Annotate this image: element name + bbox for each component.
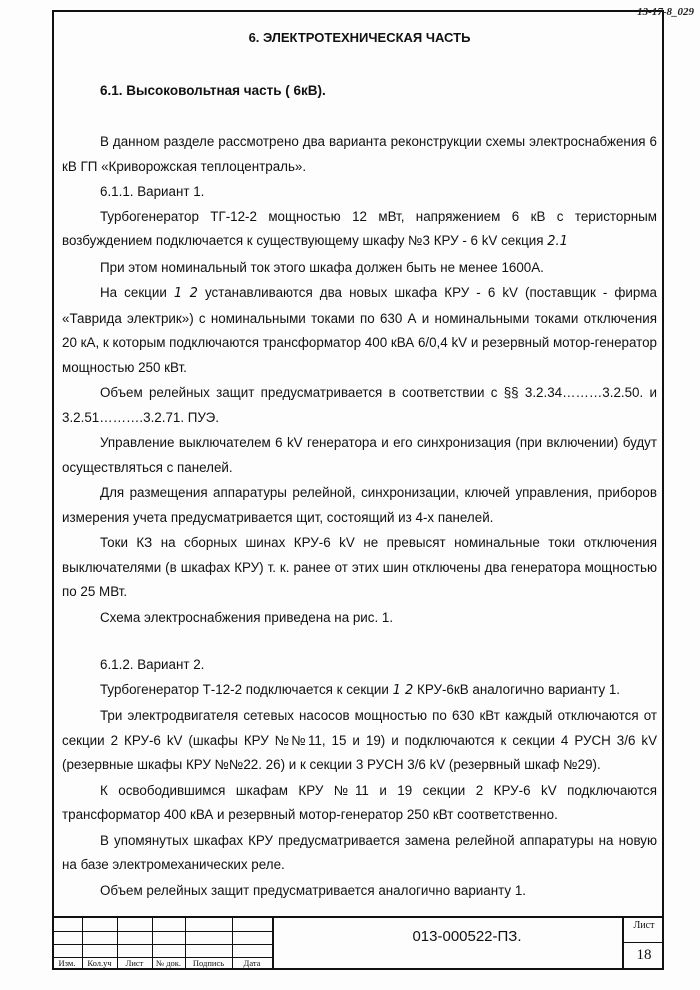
paragraph-p8: Схема электроснабжения приведена на рис. 1. [100,609,394,625]
paragraph-p1 [62,205,657,255]
paragraph-p10: Три электродвигателя сетевых насосов мощностью по 630 кВт каждый отключаются от секции 2 КРУ-6 kV (шкафы КРУ №№11, 15 и 19) и подключаются к секции 4 РУСН 3/6 kV (резервные шкафы КРУ №№22. 26) и к секции 3 РУСН 3/6 kV (резервный шкаф №29). [62,708,657,772]
stamp-label-date: Дата [243,958,261,968]
intro-paragraph: В данном разделе рассмотрено два варианта реконструкции схемы электроснабжения 6 кВ ГП «Криворожская теплоцентраль». [62,134,657,174]
p3-rest: устанавливаются два новых шкафа КРУ - 6 kV (поставщик - фирма «Таврида электрик») с номинальными токами по 630 А и номинальными токами отключения 20 кА, к которым подключаются трансформатор 400 кВА 6/0,4 kV и резервный мотор-генератор мощностью 250 кВт. [62,285,657,375]
variant2-title: 6.1.2. Вариант 2. [100,657,205,672]
variant1-title: 6.1.1. Вариант 1. [100,184,205,199]
p3-start: На секции [100,285,167,300]
paragraph-p9 [62,678,657,704]
title-block [52,916,664,970]
handwritten-correction: 2.1 [547,234,568,249]
handwritten-correction: 1 2 [392,682,414,698]
p1-text: Турбогенератор ТГ-12-2 мощностью 12 мВт, напряжением 6 кВ с теристорным возбуждением подключается к существующему шкафу №3 КРУ - 6 kV секция [62,208,657,248]
stamp-label-list: Лист [125,958,144,968]
paragraph-p11: К освободившимся шкафам КРУ №11 и 19 секции 2 КРУ-6 kV подключаются трансформатор 400 кВА и резервный мотор-генератор 250 кВт соответственно. [62,782,657,822]
revision-grid [52,918,272,970]
section-heading: 6. ЭЛЕКТРОТЕХНИЧЕСКАЯ ЧАСТЬ [248,30,471,45]
stamp-label-doc: № док. [155,958,182,968]
p9-start: Турбогенератор Т-12-2 подключается к секции [100,681,389,697]
paragraph-p13: Объем релейных защит предусматривается аналогично варианту 1. [100,882,526,898]
paragraph-p7: Токи КЗ на сборных шинах КРУ-6 kV не превысят номинальные токи отключения выключателями (в шкафах КРУ) т. к. ранее от этих шин отключены два генератора мощностью по 25 МВт. [62,535,657,599]
stamp-label-signature: Подпись [192,958,225,968]
corner-code: 13-17-8_029 [637,6,694,18]
p9-rest: КРУ-6кВ аналогично варианту 1. [417,681,621,697]
handwritten-correction: 1 2 [173,286,198,301]
sheet-label: Лист [633,920,655,931]
paragraph-p3 [62,281,657,380]
sheet-number: 18 [624,942,664,964]
paragraph-p12: В упомянутых шкафах КРУ предусматривается замена релейной аппаратуры на новую на базе электромеханических реле. [62,832,657,872]
paragraph-p2: При этом номинальный ток этого шкафа должен быть не менее 1600А. [100,259,544,275]
sheet-box [622,918,664,970]
paragraph-p6: Для размещения аппаратуры релейной, синхронизации, ключей управления, приборов измерения учета предусматривается щит, состоящий из 4-х панелей. [62,485,657,525]
paragraph-p5: Управление выключателем 6 kV генератора и его синхронизация (при включении) будут осуществляться с панелей. [62,435,657,475]
stamp-label-izm: Изм. [58,958,76,968]
stamp-label-kolich: Кол.уч [87,958,112,968]
document-code: 013-000522-ПЗ. [412,928,522,945]
paragraph-p4: Объем релейных защит предусматривается в соответствии с §§ 3.2.34………3.2.50. и 3.2.51……….3.2.71. ПУЭ. [62,385,657,425]
subsection-heading: 6.1. Высоковольтная часть ( 6кВ). [100,83,326,98]
document-body [62,30,657,904]
